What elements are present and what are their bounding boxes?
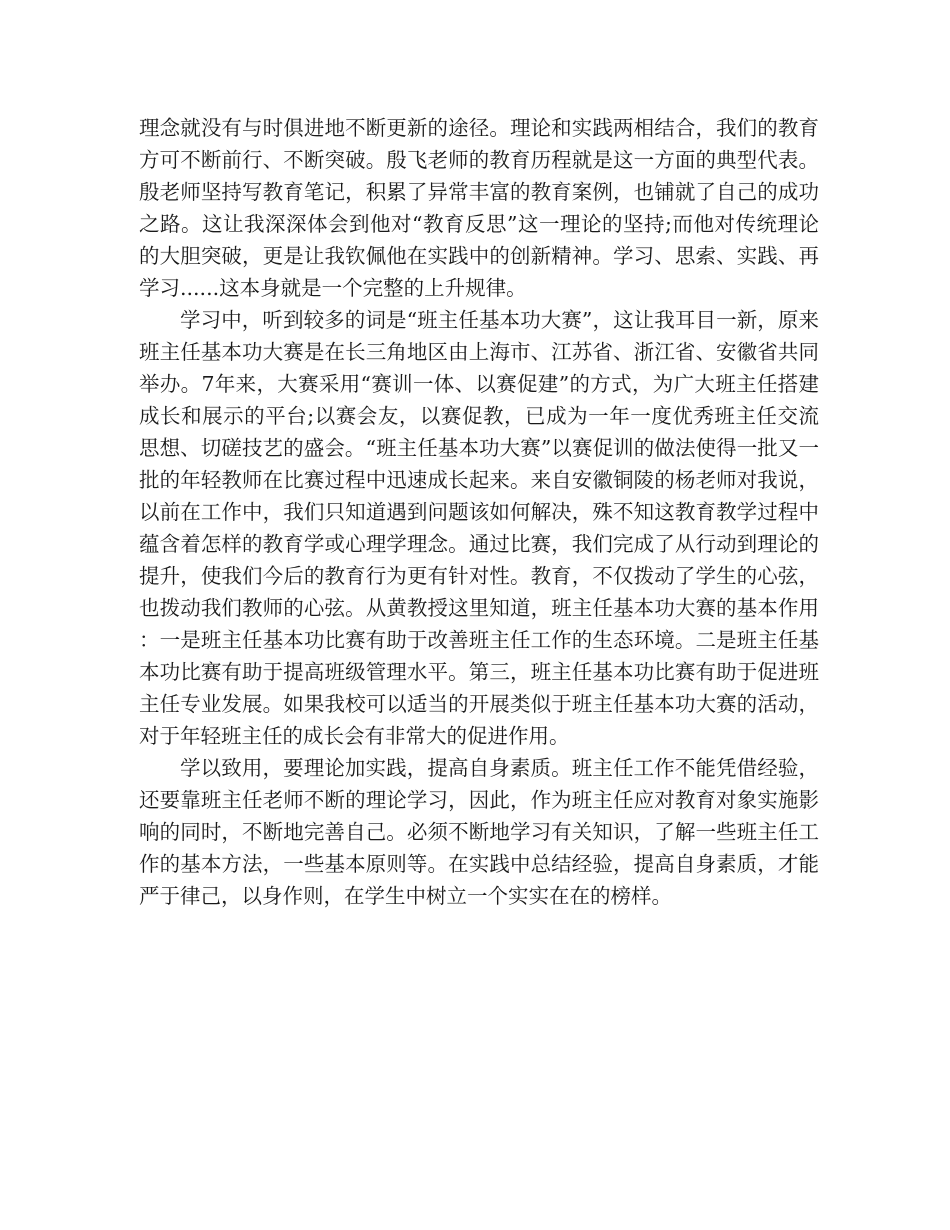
paragraph-2: 学习中，听到较多的词是“班主任基本功大赛”，这让我耳目一新，原来班主任基本功大赛是在长三角地区由上海市、江苏省、浙江省、安徽省共同举办。7年来，大赛采用“赛训一体、以赛促建”的方式，为广大班主任搭建成长和展示的平台;以赛会友，以赛促教，已成为一年一度优秀班主任交流思想、切磋技艺的盛会。“班主任基本功大赛”以赛促训的做法使得一批又一批的年轻教师在比赛过程中迅速成长起来。来自安徽铜陵的杨老师对我说，以前在工作中，我们只知道遇到问题该如何解决，殊不知这教育教学过程中蕴含着怎样的教育学或心理学理念。通过比赛，我们完成了从行动到理论的提升，使我们今后的教育行为更有针对性。教育，不仅拨动了学生的心弦，也拨动我们教师的心弦。从黄教授这里知道，班主任基本功大赛的基本作用：一是班主任基本功比赛有助于改善班主任工作的生态环境。二是班主任基本功比赛有助于提高班级管理水平。第三，班主任基本功比赛有助于促进班主任专业发展。如果我校可以适当的开展类似于班主任基本功大赛的活动，对于年轻班主任的成长会有非常大的促进作用。: [139, 308, 819, 748]
paragraph-1: 理念就没有与时俱进地不断更新的途径。理论和实践两相结合，我们的教育方可不断前行、不断突破。殷飞老师的教育历程就是这一方面的典型代表。殷老师坚持写教育笔记，积累了异常丰富的教育案例，也铺就了自己的成功之路。这让我深深体会到他对“教育反思”这一理论的坚持;而他对传统理论的大胆突破，更是让我钦佩他在实践中的创新精神。学习、思索、实践、再学习......这本身就是一个完整的上升规律。: [139, 116, 819, 300]
paragraph-3: 学以致用，要理论加实践，提高自身素质。班主任工作不能凭借经验，还要靠班主任老师不断的理论学习，因此，作为班主任应对教育对象实施影响的同时，不断地完善自己。必须不断地学习有关知识，了解一些班主任工作的基本方法，一些基本原则等。在实践中总结经验，提高自身素质，才能严于律己，以身作则，在学生中树立一个实实在在的榜样。: [139, 756, 819, 908]
document-body: [139, 112, 819, 912]
